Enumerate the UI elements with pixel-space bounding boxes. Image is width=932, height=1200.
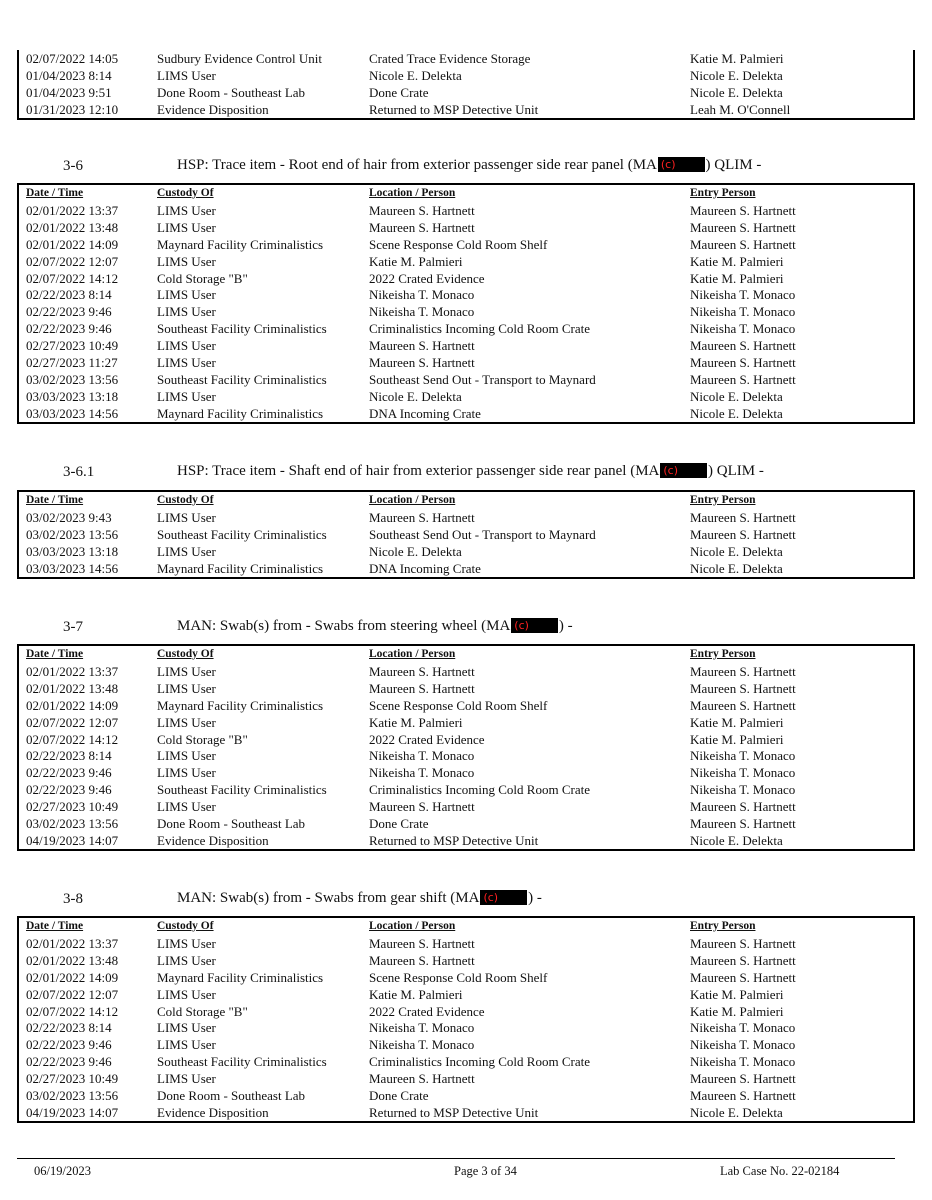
custody-of-cell: LIMS User [157, 714, 216, 730]
date-time-cell: 02/01/2022 13:37 [26, 936, 119, 951]
redaction-mark [658, 157, 705, 172]
location-person-cell: Scene Response Cold Room Shelf [369, 236, 548, 252]
entry-person-cell: Maureen S. Hartnett [690, 1088, 796, 1104]
location-person-cell: Maureen S. Hartnett [369, 219, 475, 235]
location-person-cell: Southeast Send Out - Transport to Maynard [369, 371, 596, 387]
custody-of-cell: Done Room - Southeast Lab [157, 84, 306, 100]
location-person-cell: Done Crate [369, 816, 429, 832]
table-row [19, 1104, 913, 1121]
entry-person-cell: Maureen S. Hartnett [690, 526, 796, 542]
location-person-cell: Southeast Send Out - Transport to Maynard [369, 526, 596, 542]
date-time-cell: 02/01/2022 14:09 [26, 236, 119, 252]
date-time-cell: 03/03/2023 13:18 [26, 543, 119, 559]
date-time-cell: 02/22/2023 8:14 [26, 1020, 112, 1036]
date-time-cell: 02/22/2023 8:14 [26, 287, 112, 303]
entry-person-cell: Maureen S. Hartnett [690, 1071, 796, 1087]
custody-of-header: Custody Of [157, 494, 214, 506]
entry-person-cell: Maureen S. Hartnett [690, 952, 796, 968]
entry-person-header: Entry Person [690, 648, 756, 660]
item-title [177, 463, 764, 480]
table-row [19, 714, 913, 731]
date-time-cell: 02/01/2022 13:48 [26, 952, 119, 968]
date-time-cell: 03/02/2023 13:56 [26, 526, 119, 542]
item-title-suffix: ) - [558, 618, 573, 634]
location-person-header: Location / Person [369, 648, 456, 660]
entry-person-cell: Nikeisha T. Monaco [690, 782, 796, 798]
location-person-cell: Criminalistics Incoming Cold Room Crate [369, 321, 590, 337]
custody-of-cell: Evidence Disposition [157, 1104, 269, 1120]
location-person-cell: Nikeisha T. Monaco [369, 287, 475, 303]
entry-person-cell: Nikeisha T. Monaco [690, 1037, 796, 1053]
date-time-cell: 01/04/2023 9:51 [26, 84, 112, 100]
date-time-cell: 02/01/2022 13:37 [26, 203, 119, 218]
entry-person-cell: Maureen S. Hartnett [690, 680, 796, 696]
table-row [19, 337, 913, 354]
date-time-cell: 02/22/2023 8:14 [26, 748, 112, 764]
location-person-cell: Criminalistics Incoming Cold Room Crate [369, 1054, 590, 1070]
entry-person-cell: Nikeisha T. Monaco [690, 304, 796, 320]
table-row [19, 560, 913, 577]
table-row [19, 67, 913, 84]
table-row [19, 1019, 913, 1036]
custody-table [17, 644, 915, 851]
date-time-cell: 03/02/2023 13:56 [26, 1088, 119, 1104]
custody-of-cell: Evidence Disposition [157, 101, 269, 117]
entry-person-cell: Nicole E. Delekta [690, 84, 783, 100]
custody-of-cell: LIMS User [157, 799, 216, 815]
table-row [19, 371, 913, 388]
location-person-cell: Returned to MSP Detective Unit [369, 832, 539, 848]
date-time-cell: 03/02/2023 9:43 [26, 510, 112, 525]
entry-person-cell: Nicole E. Delekta [690, 832, 783, 848]
table-row [19, 526, 913, 543]
custody-of-cell: LIMS User [157, 203, 216, 218]
entry-person-cell: Katie M. Palmieri [690, 51, 784, 66]
date-time-cell: 03/02/2023 13:56 [26, 371, 119, 387]
date-time-cell: 02/01/2022 13:48 [26, 219, 119, 235]
table-header [19, 918, 913, 935]
location-person-cell: Returned to MSP Detective Unit [369, 1104, 539, 1120]
custody-of-header: Custody Of [157, 187, 214, 199]
entry-person-cell: Maureen S. Hartnett [690, 355, 796, 371]
table-row [19, 697, 913, 714]
custody-of-cell: Evidence Disposition [157, 832, 269, 848]
custody-of-cell: LIMS User [157, 748, 216, 764]
entry-person-cell: Nikeisha T. Monaco [690, 1020, 796, 1036]
location-person-cell: Scene Response Cold Room Shelf [369, 697, 548, 713]
table-header [19, 185, 913, 202]
date-time-cell: 02/27/2023 11:27 [26, 355, 118, 371]
custody-of-cell: LIMS User [157, 1020, 216, 1036]
custody-of-cell: LIMS User [157, 304, 216, 320]
location-person-cell: Katie M. Palmieri [369, 253, 463, 269]
table-row [19, 354, 913, 371]
entry-person-cell: Katie M. Palmieri [690, 731, 784, 747]
entry-person-cell: Maureen S. Hartnett [690, 816, 796, 832]
redaction-label: (c) [483, 891, 499, 904]
date-time-header: Date / Time [26, 494, 84, 506]
table-row [19, 543, 913, 560]
entry-person-cell: Nicole E. Delekta [690, 388, 783, 404]
custody-of-cell: LIMS User [157, 986, 216, 1002]
table-row [19, 986, 913, 1003]
entry-person-cell: Nicole E. Delekta [690, 405, 783, 421]
location-person-cell: Maureen S. Hartnett [369, 338, 475, 354]
custody-of-cell: LIMS User [157, 680, 216, 696]
custody-of-cell: LIMS User [157, 765, 216, 781]
location-person-cell: Maureen S. Hartnett [369, 510, 475, 525]
redaction-label: (c) [514, 619, 529, 632]
date-time-cell: 02/01/2022 13:48 [26, 680, 119, 696]
location-person-cell: Nicole E. Delekta [369, 543, 462, 559]
location-person-cell: Nicole E. Delekta [369, 388, 462, 404]
table-row [19, 388, 913, 405]
custody-of-cell: LIMS User [157, 510, 216, 525]
entry-person-cell: Katie M. Palmieri [690, 270, 784, 286]
table-row [19, 202, 913, 219]
footer-page-number: Page 3 of 34 [454, 1164, 517, 1178]
item-title [177, 157, 761, 174]
location-person-cell: Nikeisha T. Monaco [369, 304, 475, 320]
date-time-cell: 02/22/2023 9:46 [26, 1037, 112, 1053]
table-row [19, 781, 913, 798]
custody-of-cell: LIMS User [157, 664, 216, 679]
custody-of-cell: LIMS User [157, 936, 216, 951]
item-number: 3-7 [63, 619, 83, 635]
custody-of-cell: LIMS User [157, 355, 216, 371]
table-row [19, 815, 913, 832]
entry-person-cell: Nikeisha T. Monaco [690, 1054, 796, 1070]
location-person-cell: Maureen S. Hartnett [369, 355, 475, 371]
custody-of-cell: Southeast Facility Criminalistics [157, 526, 327, 542]
date-time-cell: 04/19/2023 14:07 [26, 832, 119, 848]
table-row [19, 1053, 913, 1070]
location-person-cell: Nikeisha T. Monaco [369, 748, 475, 764]
continued-custody-table [17, 50, 915, 120]
location-person-cell: Done Crate [369, 1088, 429, 1104]
entry-person-cell: Maureen S. Hartnett [690, 936, 796, 951]
table-row [19, 101, 913, 118]
table-row [19, 952, 913, 969]
location-person-cell: Done Crate [369, 84, 429, 100]
entry-person-cell: Nicole E. Delekta [690, 543, 783, 559]
table-row [19, 764, 913, 781]
location-person-cell: Maureen S. Hartnett [369, 799, 475, 815]
redaction-mark [480, 890, 527, 905]
table-row [19, 270, 913, 287]
custody-of-cell: LIMS User [157, 952, 216, 968]
custody-of-cell: Maynard Facility Criminalistics [157, 697, 324, 713]
entry-person-cell: Katie M. Palmieri [690, 714, 784, 730]
custody-of-cell: Southeast Facility Criminalistics [157, 321, 327, 337]
location-person-cell: DNA Incoming Crate [369, 405, 481, 421]
table-row [19, 286, 913, 303]
redaction-mark [511, 618, 558, 633]
custody-table [17, 490, 915, 579]
item-title-text: HSP: Trace item - Shaft end of hair from exterior passenger side rear panel (MA [177, 463, 660, 479]
custody-of-cell: Cold Storage "B" [157, 270, 248, 286]
table-row [19, 1070, 913, 1087]
table-row [19, 969, 913, 986]
custody-of-cell: Done Room - Southeast Lab [157, 1088, 306, 1104]
custody-of-cell: Southeast Facility Criminalistics [157, 782, 327, 798]
table-row [19, 236, 913, 253]
date-time-cell: 02/01/2022 13:37 [26, 664, 119, 679]
entry-person-cell: Nicole E. Delekta [690, 1104, 783, 1120]
custody-of-cell: Cold Storage "B" [157, 731, 248, 747]
location-person-cell: 2022 Crated Evidence [369, 270, 485, 286]
date-time-header: Date / Time [26, 920, 84, 932]
entry-person-cell: Maureen S. Hartnett [690, 371, 796, 387]
date-time-cell: 02/07/2022 12:07 [26, 986, 119, 1002]
date-time-cell: 02/07/2022 14:12 [26, 731, 119, 747]
table-row [19, 509, 913, 526]
location-person-cell: Maureen S. Hartnett [369, 1071, 475, 1087]
entry-person-cell: Katie M. Palmieri [690, 986, 784, 1002]
table-row [19, 663, 913, 680]
location-person-cell: Maureen S. Hartnett [369, 680, 475, 696]
table-row [19, 1003, 913, 1020]
table-row [19, 832, 913, 849]
date-time-cell: 02/22/2023 9:46 [26, 321, 112, 337]
entry-person-cell: Nikeisha T. Monaco [690, 287, 796, 303]
custody-of-cell: LIMS User [157, 1071, 216, 1087]
custody-of-header: Custody Of [157, 648, 214, 660]
location-person-cell: Scene Response Cold Room Shelf [369, 969, 548, 985]
entry-person-cell: Leah M. O'Connell [690, 101, 791, 117]
item-title-text: MAN: Swab(s) from - Swabs from steering wheel (MA [177, 618, 511, 634]
date-time-cell: 04/19/2023 14:07 [26, 1104, 119, 1120]
date-time-cell: 03/03/2023 14:56 [26, 405, 119, 421]
date-time-cell: 02/22/2023 9:46 [26, 782, 112, 798]
date-time-header: Date / Time [26, 187, 84, 199]
date-time-cell: 02/07/2022 14:12 [26, 1003, 119, 1019]
custody-of-cell: LIMS User [157, 287, 216, 303]
location-person-cell: Nikeisha T. Monaco [369, 765, 475, 781]
entry-person-header: Entry Person [690, 494, 756, 506]
custody-of-cell: Sudbury Evidence Control Unit [157, 51, 323, 66]
location-person-cell: Maureen S. Hartnett [369, 952, 475, 968]
date-time-cell: 02/22/2023 9:46 [26, 765, 112, 781]
entry-person-cell: Maureen S. Hartnett [690, 969, 796, 985]
redaction-label: (c) [663, 464, 679, 477]
table-row [19, 303, 913, 320]
item-number: 3-6.1 [63, 464, 95, 480]
table-row [19, 84, 913, 101]
location-person-cell: Nikeisha T. Monaco [369, 1020, 475, 1036]
entry-person-cell: Maureen S. Hartnett [690, 338, 796, 354]
entry-person-cell: Maureen S. Hartnett [690, 799, 796, 815]
date-time-cell: 02/07/2022 14:05 [26, 51, 119, 66]
entry-person-cell: Katie M. Palmieri [690, 1003, 784, 1019]
date-time-cell: 02/01/2022 14:09 [26, 697, 119, 713]
date-time-cell: 02/22/2023 9:46 [26, 304, 112, 320]
table-row [19, 50, 913, 67]
location-person-cell: Maureen S. Hartnett [369, 664, 475, 679]
table-row [19, 1036, 913, 1053]
item-title [177, 890, 542, 907]
footer-date: 06/19/2023 [34, 1164, 91, 1178]
location-person-cell: 2022 Crated Evidence [369, 731, 485, 747]
entry-person-cell: Nikeisha T. Monaco [690, 765, 796, 781]
location-person-header: Location / Person [369, 494, 456, 506]
location-person-cell: Katie M. Palmieri [369, 714, 463, 730]
item-title [177, 618, 573, 635]
table-row [19, 320, 913, 337]
table-row [19, 798, 913, 815]
location-person-cell: Maureen S. Hartnett [369, 203, 475, 218]
custody-of-cell: LIMS User [157, 388, 216, 404]
entry-person-cell: Maureen S. Hartnett [690, 219, 796, 235]
entry-person-cell: Maureen S. Hartnett [690, 664, 796, 679]
item-title-suffix: ) QLIM - [708, 463, 764, 479]
entry-person-cell: Maureen S. Hartnett [690, 510, 796, 525]
entry-person-cell: Nikeisha T. Monaco [690, 748, 796, 764]
custody-of-cell: Cold Storage "B" [157, 1003, 248, 1019]
table-row [19, 935, 913, 952]
location-person-header: Location / Person [369, 920, 456, 932]
location-person-cell: Criminalistics Incoming Cold Room Crate [369, 782, 590, 798]
location-person-cell: 2022 Crated Evidence [369, 1003, 485, 1019]
date-time-cell: 02/27/2023 10:49 [26, 338, 119, 354]
location-person-cell: Katie M. Palmieri [369, 986, 463, 1002]
custody-of-cell: Southeast Facility Criminalistics [157, 1054, 327, 1070]
item-number: 3-8 [63, 891, 83, 907]
item-number: 3-6 [63, 158, 83, 174]
table-row [19, 253, 913, 270]
custody-table [17, 183, 915, 424]
entry-person-cell: Nikeisha T. Monaco [690, 321, 796, 337]
date-time-cell: 03/03/2023 14:56 [26, 560, 119, 576]
table-header [19, 492, 913, 509]
custody-of-cell: LIMS User [157, 67, 216, 83]
date-time-cell: 02/07/2022 12:07 [26, 714, 119, 730]
item-title-suffix: ) - [528, 890, 542, 906]
custody-of-cell: Maynard Facility Criminalistics [157, 969, 324, 985]
custody-of-cell: LIMS User [157, 219, 216, 235]
custody-of-cell: Done Room - Southeast Lab [157, 816, 306, 832]
item-title-suffix: ) QLIM - [705, 157, 762, 173]
date-time-cell: 02/01/2022 14:09 [26, 969, 119, 985]
location-person-cell: Nikeisha T. Monaco [369, 1037, 475, 1053]
date-time-cell: 02/07/2022 12:07 [26, 253, 119, 269]
date-time-cell: 03/03/2023 13:18 [26, 388, 119, 404]
location-person-cell: Maureen S. Hartnett [369, 936, 475, 951]
footer-divider [17, 1158, 895, 1159]
date-time-cell: 03/02/2023 13:56 [26, 816, 119, 832]
entry-person-header: Entry Person [690, 187, 756, 199]
redaction-label: (c) [660, 158, 676, 171]
entry-person-cell: Katie M. Palmieri [690, 253, 784, 269]
footer-lab-case-number: Lab Case No. 22-02184 [720, 1164, 840, 1178]
redaction-mark [660, 463, 707, 478]
entry-person-cell: Maureen S. Hartnett [690, 697, 796, 713]
location-person-header: Location / Person [369, 187, 456, 199]
item-title-text: HSP: Trace item - Root end of hair from exterior passenger side rear panel (MA [177, 157, 657, 173]
date-time-cell: 02/07/2022 14:12 [26, 270, 119, 286]
date-time-header: Date / Time [26, 648, 84, 660]
custody-of-cell: Maynard Facility Criminalistics [157, 236, 324, 252]
date-time-cell: 02/27/2023 10:49 [26, 1071, 119, 1087]
location-person-cell: Crated Trace Evidence Storage [369, 51, 531, 66]
custody-of-cell: LIMS User [157, 253, 216, 269]
custody-of-cell: LIMS User [157, 1037, 216, 1053]
table-row [19, 405, 913, 422]
entry-person-cell: Maureen S. Hartnett [690, 236, 796, 252]
location-person-cell: Nicole E. Delekta [369, 67, 462, 83]
location-person-cell: Returned to MSP Detective Unit [369, 101, 539, 117]
entry-person-cell: Nicole E. Delekta [690, 67, 783, 83]
custody-of-header: Custody Of [157, 920, 214, 932]
date-time-cell: 01/04/2023 8:14 [26, 67, 112, 83]
custody-of-cell: LIMS User [157, 543, 216, 559]
entry-person-cell: Maureen S. Hartnett [690, 203, 796, 218]
table-row [19, 747, 913, 764]
location-person-cell: DNA Incoming Crate [369, 560, 481, 576]
date-time-cell: 02/22/2023 9:46 [26, 1054, 112, 1070]
entry-person-cell: Nicole E. Delekta [690, 560, 783, 576]
date-time-cell: 01/31/2023 12:10 [26, 101, 119, 117]
table-row [19, 680, 913, 697]
table-row [19, 1087, 913, 1104]
table-row [19, 731, 913, 748]
item-title-text: MAN: Swab(s) from - Swabs from gear shift (MA [177, 890, 480, 906]
entry-person-header: Entry Person [690, 920, 756, 932]
date-time-cell: 02/27/2023 10:49 [26, 799, 119, 815]
custody-of-cell: Maynard Facility Criminalistics [157, 405, 324, 421]
custody-of-cell: Maynard Facility Criminalistics [157, 560, 324, 576]
table-header [19, 646, 913, 663]
custody-table [17, 916, 915, 1123]
table-row [19, 219, 913, 236]
custody-of-cell: Southeast Facility Criminalistics [157, 371, 327, 387]
custody-of-cell: LIMS User [157, 338, 216, 354]
